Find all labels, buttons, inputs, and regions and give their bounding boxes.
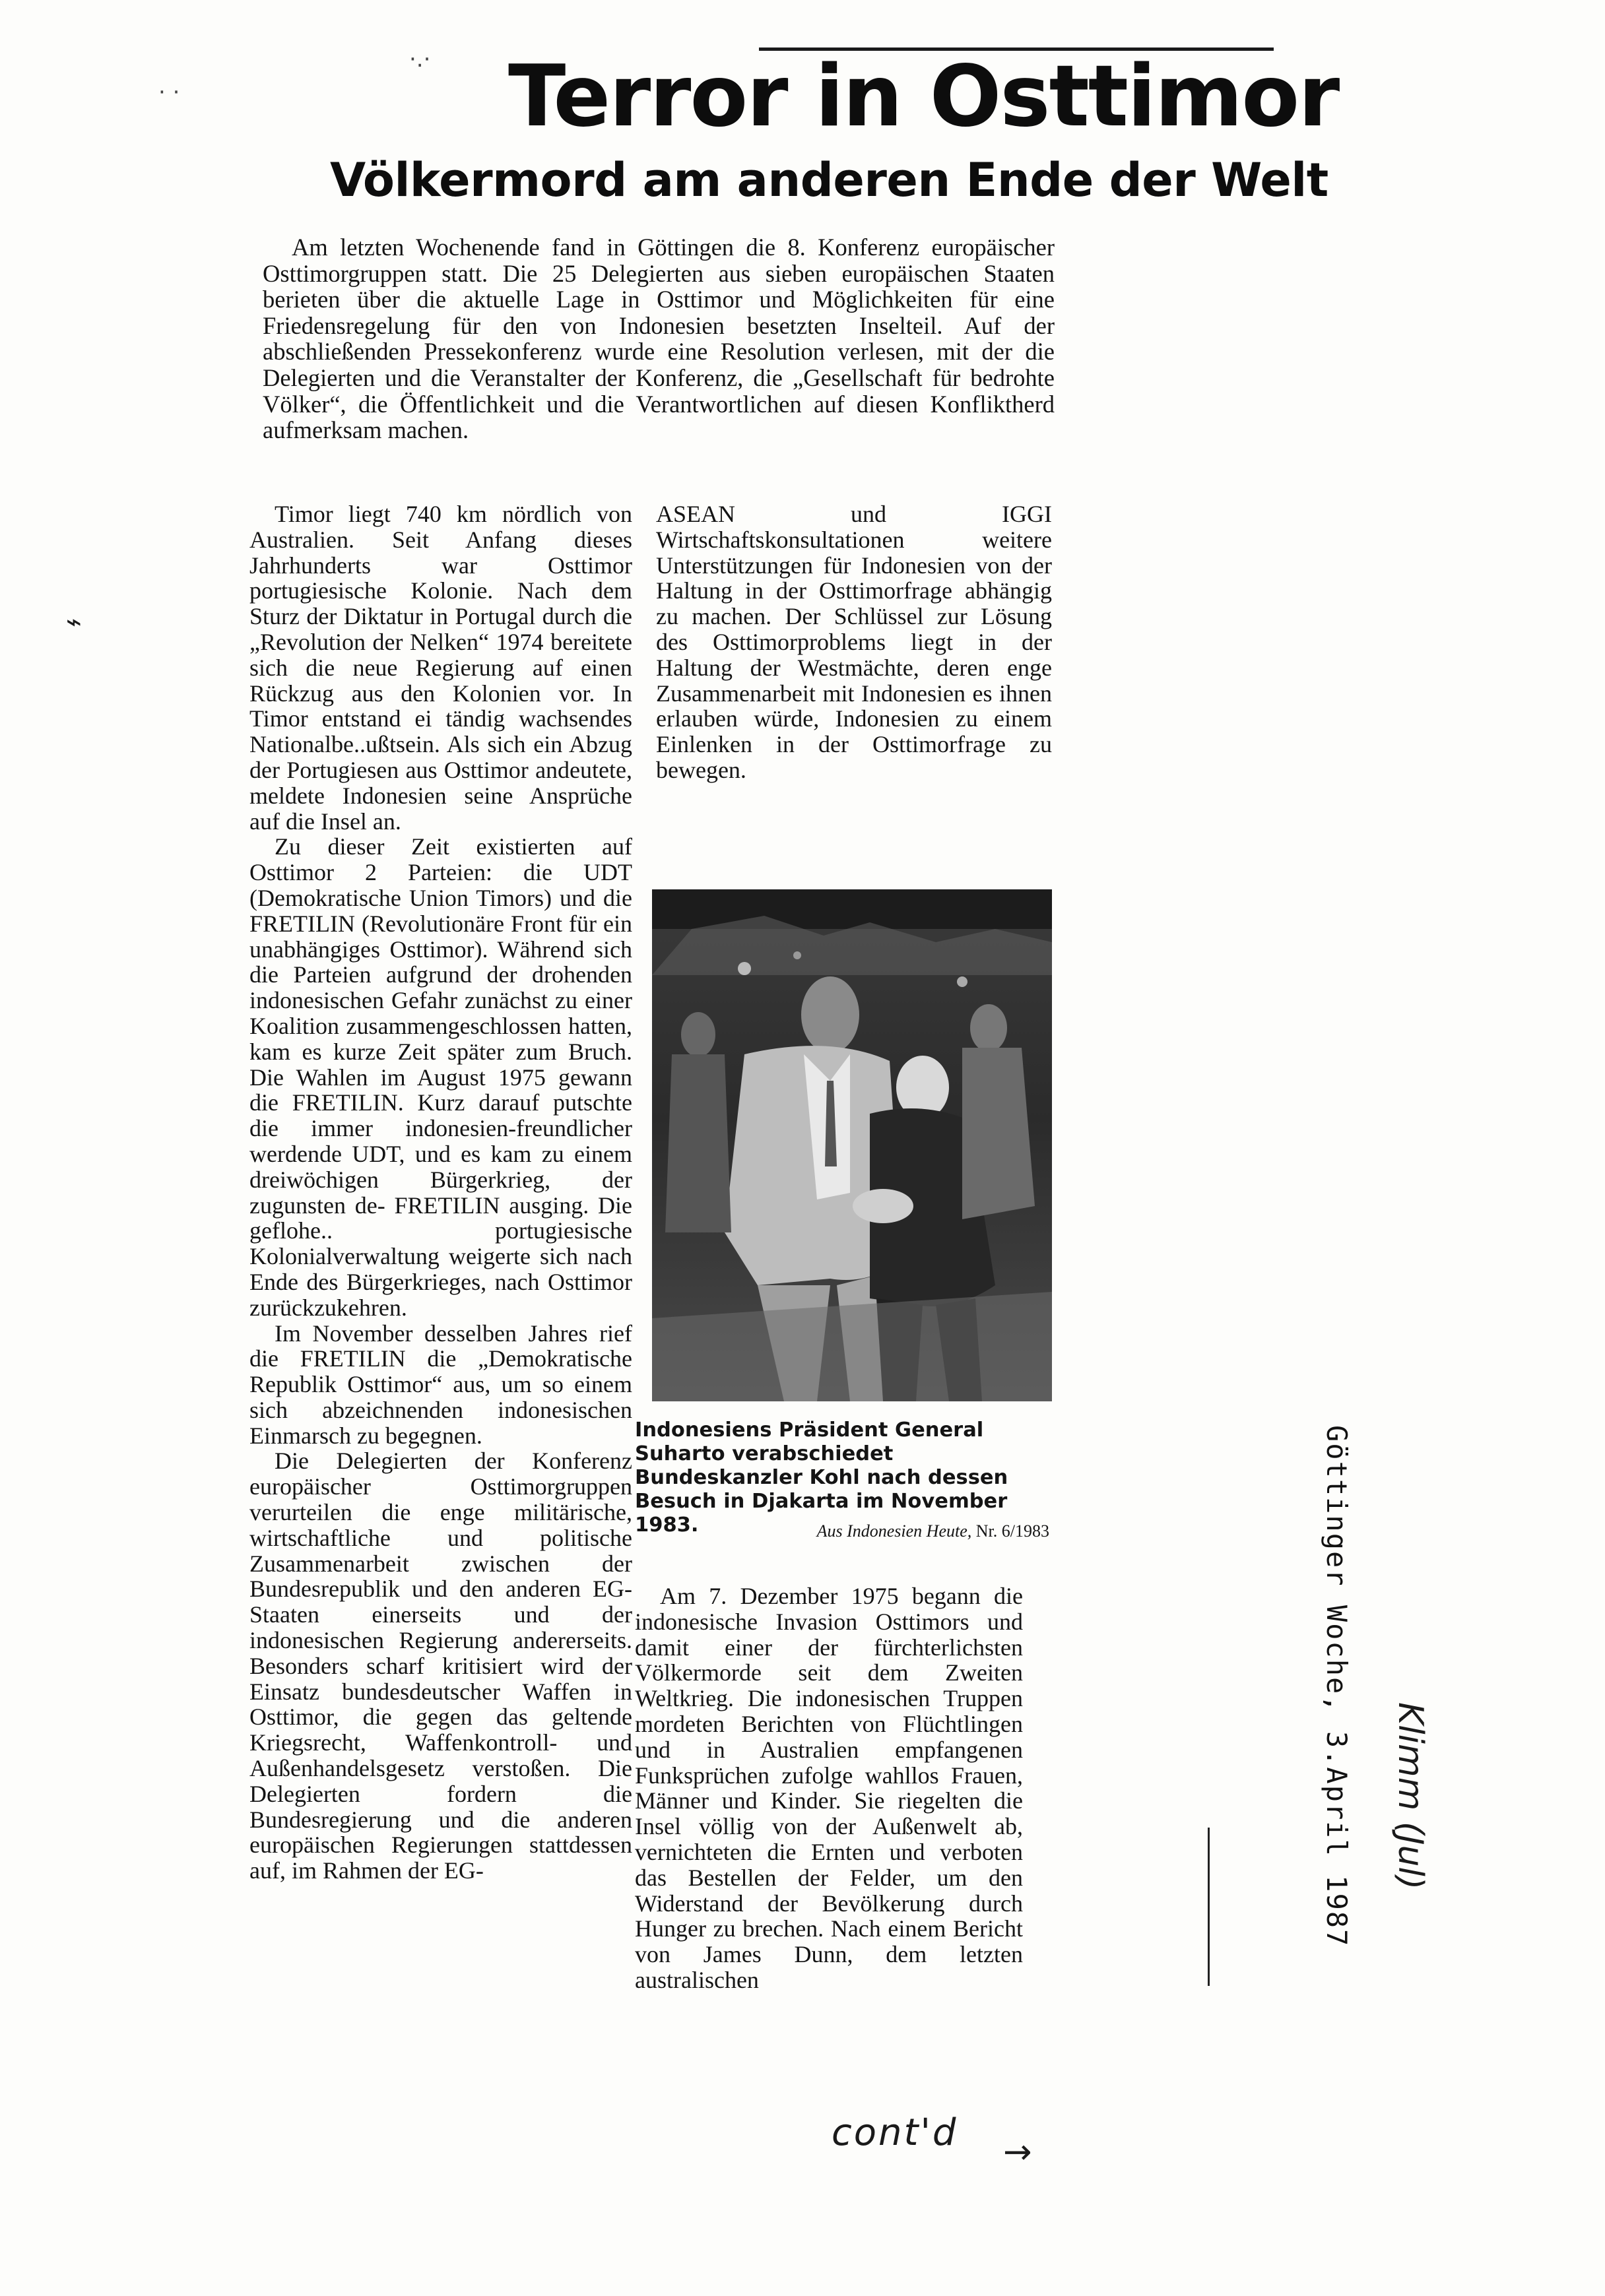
scan-speckle: · · [158,79,180,106]
photo-credit [680,1521,1049,1541]
scan-speckle: ·.· [409,46,431,73]
margin-mark: ⌁ [66,607,82,637]
margin-rule [1208,1828,1210,1986]
article-lead: Am letzten Wochenende fand in Göttingen die 8. Konferenz europäischer Osttimorgruppen statt. Die 25 Delegierten aus sieben europäischen Staaten berieten über die aktuelle Lage in Osttimor und Möglichkeiten für eine Friedensregelung für den von Indonesien besetzten Inselteil. Auf der abschließenden Pressekonferenz wurde eine Resolution verlesen, mit der die Delegierten und die Veranstalter der Konferenz, die „Gesellschaft für bedrohte Völker“, die Öffentlichkeit und die Verantwortlichen auf diesen Konfliktherd aufmerksam machen. [263,234,1055,444]
handwritten-note-text: Klimm (Jul) [1391,1702,1430,1890]
credit-issue: Nr. 6/1983 [975,1521,1049,1541]
article-title: Terror in Osttimor [508,48,1339,146]
article-subtitle: Völkermord am anderen Ende der Welt [330,153,1328,207]
paragraph: Zu dieser Zeit existierten auf Osttimor 2 Parteien: die UDT (Demokratische Union Timors) und die FRETILIN (Revolutionäre Front für ein unabhängiges Osttimor). Während sich die Parteien aufgrund der drohenden indonesischen Gefahr zunächst zu einer Koalition zusammengeschlossen hatten, kam es kurze Zeit später zum Bruch. Die Wahlen im August 1975 gewann die FRETILIN. Kurz darauf putschte die immer indonesien-freundlicher werdende UDT, und es kam zu einem dreiwöchigen Bürgerkrieg, der zugunsten de- FRETILIN ausging. Die geflohe.. portugiesische Kolonialverwaltung weigerte sich nach Ende des Bürgerkrieges, nach Osttimor zurückzukehren. [249,833,632,1321]
credit-prefix: Aus [816,1521,843,1541]
news-photo [652,889,1052,1401]
arrow-icon: → [1003,2132,1032,2172]
handwritten-contd: cont'd [832,2111,958,2154]
source-stamp: Göttinger Woche, 3.April 1987 [1321,1425,1353,1948]
paragraph: ASEAN und IGGI Wirtschaftskonsultationen weitere Unterstützungen für Indonesien von der Haltung in der Osttimorfrage abhängig zu machen. Der Schlüssel zur Lösung des Osttimorproblems liegt in der Haltung der Westmächte, deren enge Zusammenarbeit mit Indonesien es ihnen erlauben würde, Indonesien zu einem Einlenken in der Osttimorfrage zu bewegen. [656,501,1052,783]
paragraph: Die Delegierten der Konferenz europäischer Osttimorgruppen verurteilen die enge militärische, wirtschaftliche und politische Zusammenarbeit zwischen der Bundesrepublik und den anderen EG-Staaten einerseits und der indonesischen Regierung andererseits. Besonders scharf kritisiert wird der Einsatz bundesdeutscher Waffen in Osttimor, die gegen das geltende Kriegsrecht, Waffenkontroll- und Außenhandelsgesetz verstoßen. Die Delegierten fordern die Bundesregierung und die anderen europäischen Regierungen stattdessen auf, im Rahmen der EG- [249,1448,632,1884]
paragraph: Timor liegt 740 km nördlich von Australien. Seit Anfang dieses Jahrhunderts war Osttimor portugiesische Kolonie. Nach dem Sturz der Diktatur in Portugal durch die „Revolution der Nelken“ 1974 bereitete sich die neue Regierung auf einen Rückzug aus den Kolonien vor. In Timor entstand ei tändig wachsendes Nationalbe..ußtsein. Als sich ein Abzug der Portugiesen aus Osttimor andeutete, meldete Indonesien seine Ansprüche auf die Insel an. [249,501,632,835]
photo-image [652,889,1052,1401]
column-right-top [656,501,1052,783]
photo-caption: Indonesiens Präsident General Suharto verabschiedet Bundeskanzler Kohl nach dessen Besuch in Djakarta im November 1983. [635,1419,1008,1537]
credit-source: Indonesien Heute, [847,1521,972,1541]
handwritten-note [1379,1702,1430,2045]
column-left [249,501,632,1884]
paragraph: Am 7. Dezember 1975 begann die indonesische Invasion Osttimors und damit einer der fürchterlichsten Völkermorde seit dem Zweiten Weltkrieg. Die indonesischen Truppen mordeten Berichten von Flüchtlingen und in Australien empfangenen Funksprüchen zufolge wahllos Frauen, Männer und Kinder. Sie riegelten die Insel völlig von der Außenwelt ab, vernichteten die Ernten und verboten das Bestellen der Felder, um den Widerstand der Bevölkerung durch Hunger zu brechen. Nach einem Bericht von James Dunn, dem letzten australischen [635,1583,1023,1993]
paragraph: Im November desselben Jahres rief die FRETILIN die „Demokratische Republik Osttimor“ aus, um so einem sich abzeichnenden indonesischen Einmarsch zu begegnen. [249,1320,632,1449]
column-right-bottom [635,1583,1023,1993]
